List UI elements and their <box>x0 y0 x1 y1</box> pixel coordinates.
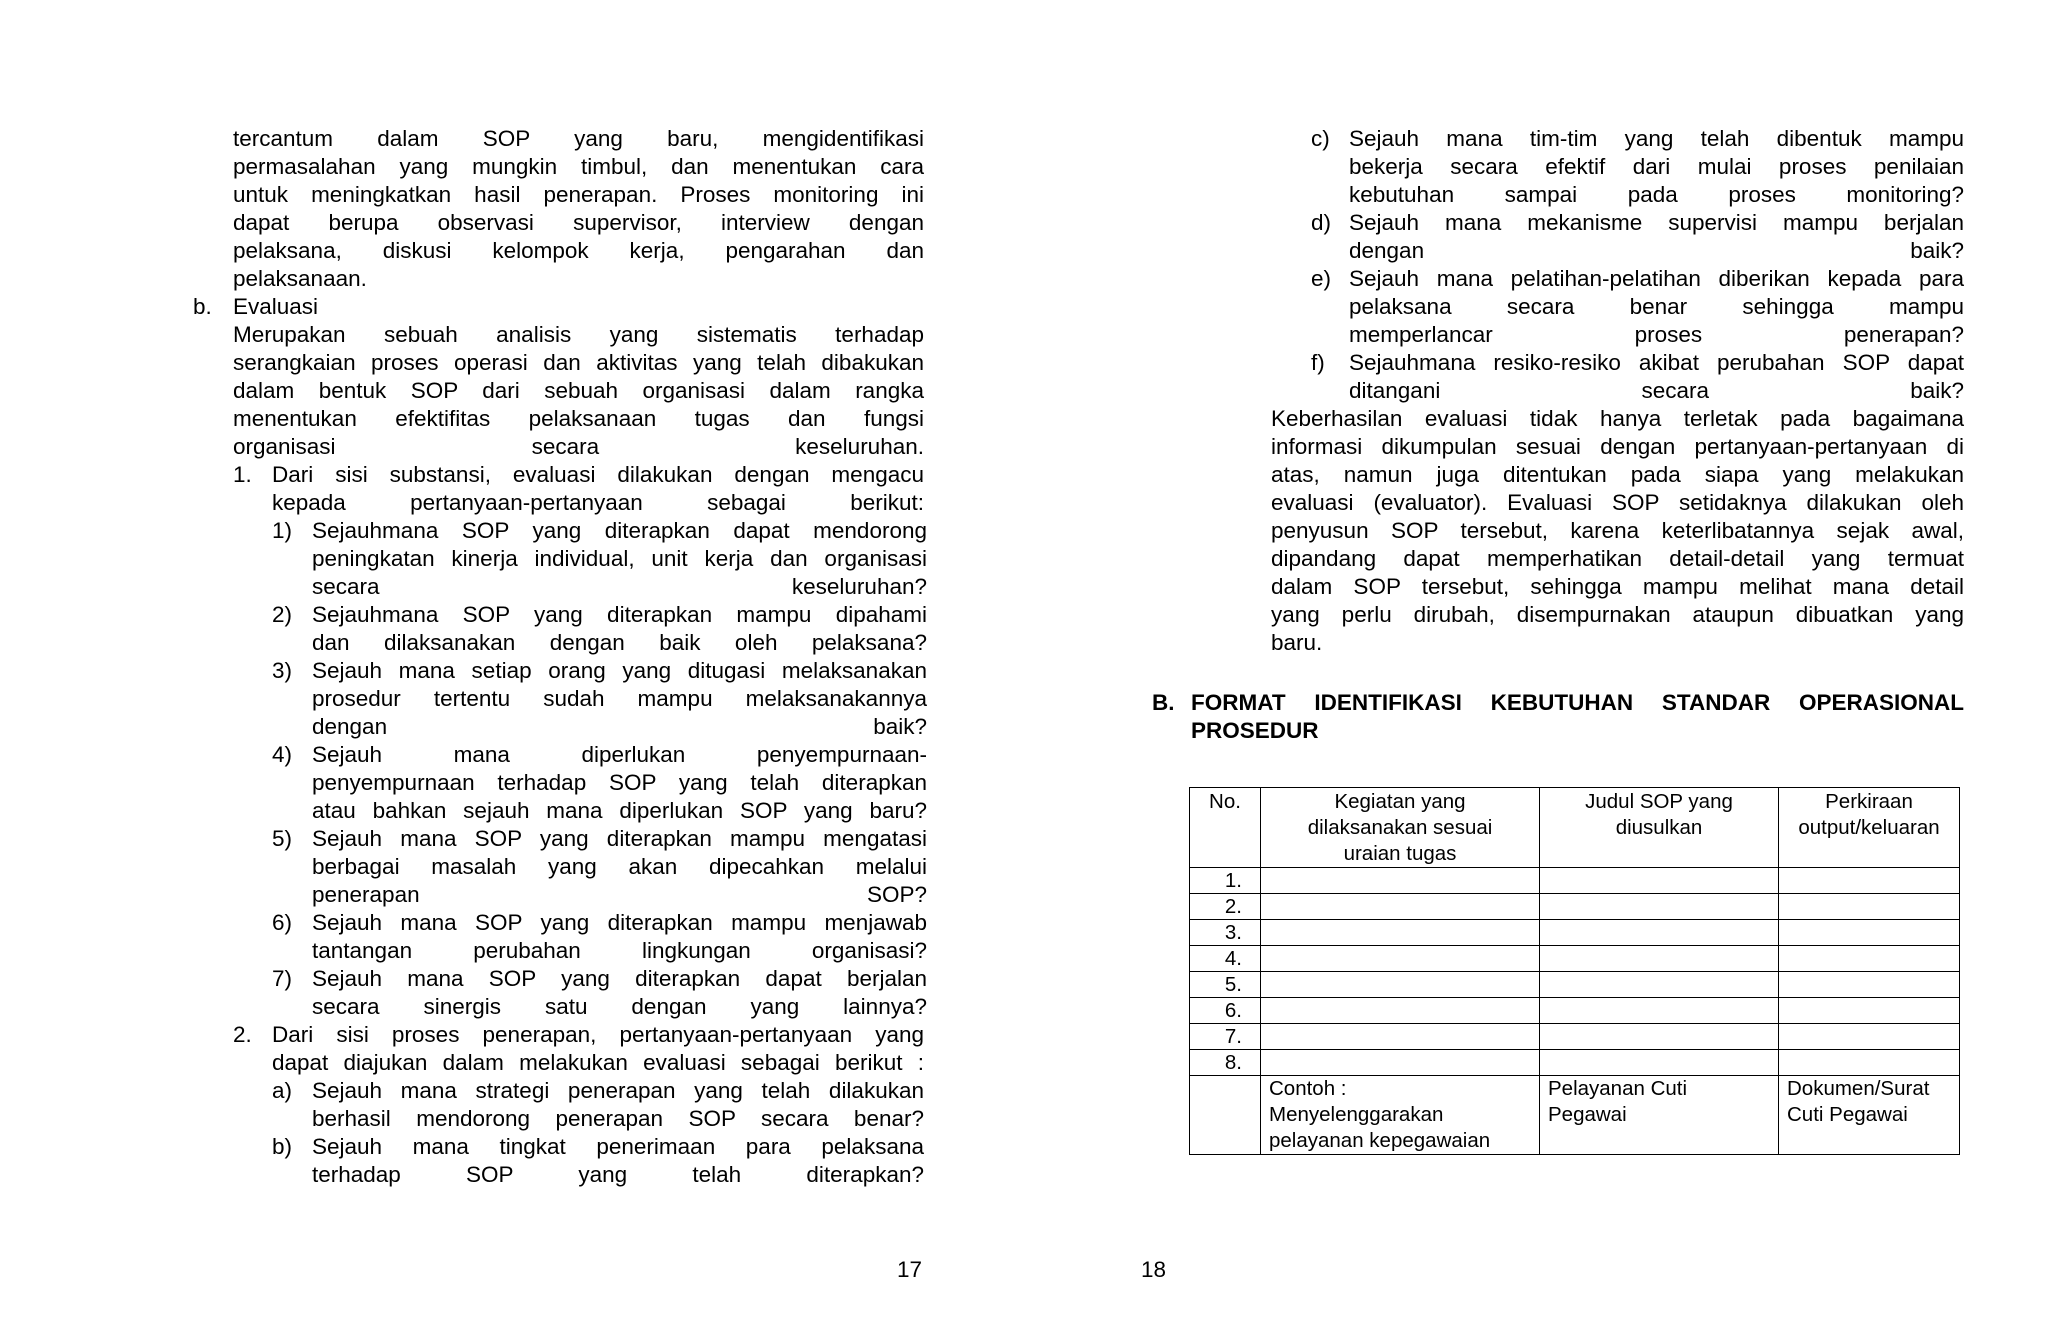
table-row <box>1190 894 1960 920</box>
table-row <box>1190 946 1960 972</box>
table-row <box>1190 920 1960 946</box>
table-cell <box>1779 1050 1960 1076</box>
text-line: Sejauh mana mekanisme supervisi mampu berjalan <box>1349 210 1964 235</box>
section-marker: B. <box>1152 690 1175 715</box>
list-marker: 5) <box>272 826 293 851</box>
table-cell <box>1779 1024 1960 1050</box>
text-line: dipandang dapat memperhatikan detail-detail yang termuat <box>1271 546 1964 571</box>
text-line: kepada pertanyaan-pertanyaan sebagai berikut: <box>272 490 924 515</box>
text-line: Sejauh mana tim-tim yang telah dibentuk mampu <box>1349 126 1964 151</box>
section-title: Evaluasi <box>233 294 319 319</box>
header-no <box>1190 788 1261 868</box>
keberhasilan-paragraph <box>1271 405 1964 657</box>
header-text: Kegiatan yang <box>1334 790 1466 813</box>
header-text: output/keluaran <box>1798 816 1940 839</box>
text-line: penyusun SOP tersebut, karena keterlibatannya sejak awal, <box>1271 518 1964 543</box>
example-judul <box>1540 1076 1779 1155</box>
text-line: permasalahan yang mungkin timbul, dan menentukan cara <box>233 154 924 179</box>
text-line: Dari sisi proses penerapan, pertanyaan-pertanyaan yang <box>272 1022 924 1047</box>
table-cell <box>1261 894 1540 920</box>
table-cell <box>1540 894 1779 920</box>
table-row <box>1190 1024 1960 1050</box>
text-line: Sejauh mana tingkat penerimaan para pelaksana <box>312 1134 924 1159</box>
text-line: atas, namun juga ditentukan pada siapa yang melakukan <box>1271 462 1964 487</box>
table-cell <box>1779 920 1960 946</box>
text-line: memperlancar proses penerapan? <box>1349 322 1964 347</box>
cell-text: Cuti Pegawai <box>1787 1103 1908 1126</box>
header-judul <box>1540 788 1779 868</box>
text-line: Merupakan sebuah analisis yang sistematis terhadap <box>233 322 924 347</box>
table-cell <box>1261 920 1540 946</box>
text-line: informasi dikumpulan sesuai dengan pertanyaan-pertanyaan di <box>1271 434 1964 459</box>
text-line: baru. <box>1271 630 1323 655</box>
text-line: berhasil mendorong penerapan SOP secara benar? <box>312 1106 924 1131</box>
list-marker: f) <box>1311 350 1325 375</box>
row-number: 8. <box>1190 1050 1261 1076</box>
example-perkiraan <box>1779 1076 1960 1155</box>
page-number: 18 <box>1141 1257 1167 1282</box>
text-line: dalam bentuk SOP dari sebuah organisasi dalam rangka <box>233 378 924 403</box>
text-line: ditangani secara baik? <box>1349 378 1964 403</box>
text-line: dengan baik? <box>1349 238 1964 263</box>
section-marker: b. <box>193 294 212 319</box>
header-text: uraian tugas <box>1343 842 1457 865</box>
table-row <box>1190 1050 1960 1076</box>
table-cell <box>1261 972 1540 998</box>
header-text: diusulkan <box>1615 816 1703 839</box>
cell-text: Contoh : <box>1269 1077 1347 1100</box>
list-marker: d) <box>1311 210 1332 235</box>
list-marker: b) <box>272 1134 293 1159</box>
header-text: No. <box>1209 790 1241 813</box>
text-line: Sejauh mana strategi penerapan yang telah dilakukan <box>312 1078 924 1103</box>
text-line: pelaksanaan. <box>233 266 367 291</box>
text-line: Sejauhmana SOP yang diterapkan dapat mendorong <box>312 518 927 543</box>
text-line: Sejauh mana SOP yang diterapkan mampu mengatasi <box>312 826 927 851</box>
list-item <box>1349 125 1964 209</box>
cell-text: Pegawai <box>1548 1103 1627 1126</box>
text-line: serangkaian proses operasi dan aktivitas yang telah dibakukan <box>233 350 924 375</box>
row-number: 7. <box>1190 1024 1261 1050</box>
header-text: Judul SOP yang <box>1585 790 1733 813</box>
text-line: Keberhasilan evaluasi tidak hanya terletak pada bagaimana <box>1271 406 1964 431</box>
cell-text: Pelayanan Cuti <box>1548 1077 1688 1100</box>
text-line: berbagai masalah yang akan dipecahkan melalui <box>312 854 927 879</box>
table-cell <box>1190 1076 1261 1155</box>
text-line: dapat berupa observasi supervisor, interview dengan <box>233 210 924 235</box>
table-cell <box>1540 1024 1779 1050</box>
cell-text: Menyelenggarakan <box>1269 1103 1444 1126</box>
row-number: 5. <box>1190 972 1261 998</box>
text-line: untuk meningkatkan hasil penerapan. Proses monitoring ini <box>233 182 924 207</box>
table-row <box>1190 868 1960 894</box>
text-line: Sejauh mana SOP yang diterapkan mampu menjawab <box>312 910 927 935</box>
text-line: Sejauh mana diperlukan penyempurnaan- <box>312 742 927 767</box>
text-line: penerapan SOP? <box>312 882 927 907</box>
text-line: organisasi secara keseluruhan. <box>233 434 924 459</box>
table-row <box>1190 998 1960 1024</box>
table-cell <box>1779 868 1960 894</box>
cell-text: pelayanan kepegawaian <box>1269 1129 1491 1152</box>
row-number: 3. <box>1190 920 1261 946</box>
table-cell <box>1540 972 1779 998</box>
text-line: Sejauh mana setiap orang yang ditugasi melaksanakan <box>312 658 927 683</box>
text-line: prosedur tertentu sudah mampu melaksanakannya <box>312 686 927 711</box>
text-line: secara sinergis satu dengan yang lainnya? <box>312 994 927 1019</box>
text-line: menentukan efektifitas pelaksanaan tugas dan fungsi <box>233 406 924 431</box>
text-line: atau bahkan sejauh mana diperlukan SOP yang baru? <box>312 798 927 823</box>
list-marker: e) <box>1311 266 1332 291</box>
list-item <box>1349 209 1964 265</box>
list-marker: 2. <box>233 1022 252 1047</box>
text-line: dan dilaksanakan dengan baik oleh pelaksana? <box>312 630 927 655</box>
header-kegiatan <box>1261 788 1540 868</box>
list-item <box>1349 265 1964 349</box>
heading-line: FORMAT IDENTIFIKASI KEBUTUHAN STANDAR OPERASIONAL <box>1191 690 1964 715</box>
text-line: peningkatan kinerja individual, unit kerja dan organisasi <box>312 546 927 571</box>
text-line: penyempurnaan terhadap SOP yang telah diterapkan <box>312 770 927 795</box>
section-heading <box>1191 689 1964 745</box>
text-line: dengan baik? <box>312 714 927 739</box>
table-cell <box>1779 998 1960 1024</box>
row-number: 6. <box>1190 998 1261 1024</box>
text-line: Sejauh mana pelatihan-pelatihan diberikan kepada para <box>1349 266 1964 291</box>
header-text: dilaksanakan sesuai <box>1307 816 1493 839</box>
table-cell <box>1261 946 1540 972</box>
table-row <box>1190 972 1960 998</box>
example-row <box>1190 1076 1960 1155</box>
cell-text: Dokumen/Surat <box>1787 1077 1930 1100</box>
text-line: secara keseluruhan? <box>312 574 927 599</box>
table-cell <box>1261 998 1540 1024</box>
table-cell <box>1261 868 1540 894</box>
text-line: kebutuhan sampai pada proses monitoring? <box>1349 182 1964 207</box>
row-number: 4. <box>1190 946 1261 972</box>
text-line: Sejauhmana SOP yang diterapkan mampu dipahami <box>312 602 927 627</box>
text-line: terhadap SOP yang telah diterapkan? <box>312 1162 924 1187</box>
text-line: tantangan perubahan lingkungan organisasi? <box>312 938 927 963</box>
table-cell <box>1540 1050 1779 1076</box>
example-kegiatan <box>1261 1076 1540 1155</box>
row-number: 2. <box>1190 894 1261 920</box>
list-marker: c) <box>1311 126 1330 151</box>
text-line: dalam SOP tersebut, sehingga mampu melihat mana detail <box>1271 574 1964 599</box>
table-header-row <box>1190 788 1960 868</box>
table-cell <box>1779 972 1960 998</box>
header-text: Perkiraan <box>1825 790 1913 813</box>
text-line: yang perlu dirubah, disempurnakan ataupun dibuatkan yang <box>1271 602 1964 627</box>
heading-line: PROSEDUR <box>1191 718 1319 743</box>
text-line: tercantum dalam SOP yang baru, mengidentifikasi <box>233 126 924 151</box>
table-cell <box>1540 946 1779 972</box>
page-number: 17 <box>897 1257 923 1282</box>
list-marker: 1. <box>233 462 252 487</box>
table-cell <box>1779 894 1960 920</box>
text-line: Sejauhmana resiko-resiko akibat perubahan SOP dapat <box>1349 350 1964 375</box>
text-line: Dari sisi substansi, evaluasi dilakukan dengan mengacu <box>272 462 924 487</box>
list-marker: 7) <box>272 966 293 991</box>
list-marker: 3) <box>272 658 293 683</box>
sop-identification-table <box>1189 787 1960 1155</box>
table-cell <box>1540 998 1779 1024</box>
table-cell <box>1540 868 1779 894</box>
list-marker: a) <box>272 1078 293 1103</box>
list-item <box>1349 349 1964 405</box>
table-cell <box>1779 946 1960 972</box>
text-line: dapat diajukan dalam melakukan evaluasi sebagai berikut : <box>272 1050 924 1075</box>
header-perkiraan <box>1779 788 1960 868</box>
text-line: bekerja secara efektif dari mulai proses penilaian <box>1349 154 1964 179</box>
text-line: Sejauh mana SOP yang diterapkan dapat berjalan <box>312 966 927 991</box>
table-cell <box>1261 1024 1540 1050</box>
table-cell <box>1261 1050 1540 1076</box>
text-line: pelaksana secara benar sehingga mampu <box>1349 294 1964 319</box>
list-marker: 4) <box>272 742 293 767</box>
list-marker: 2) <box>272 602 293 627</box>
text-line: evaluasi (evaluator). Evaluasi SOP setidaknya dilakukan oleh <box>1271 490 1964 515</box>
table-cell <box>1540 920 1779 946</box>
text-line: pelaksana, diskusi kelompok kerja, pengarahan dan <box>233 238 924 263</box>
row-number: 1. <box>1190 868 1261 894</box>
list-marker: 6) <box>272 910 293 935</box>
list-marker: 1) <box>272 518 293 543</box>
